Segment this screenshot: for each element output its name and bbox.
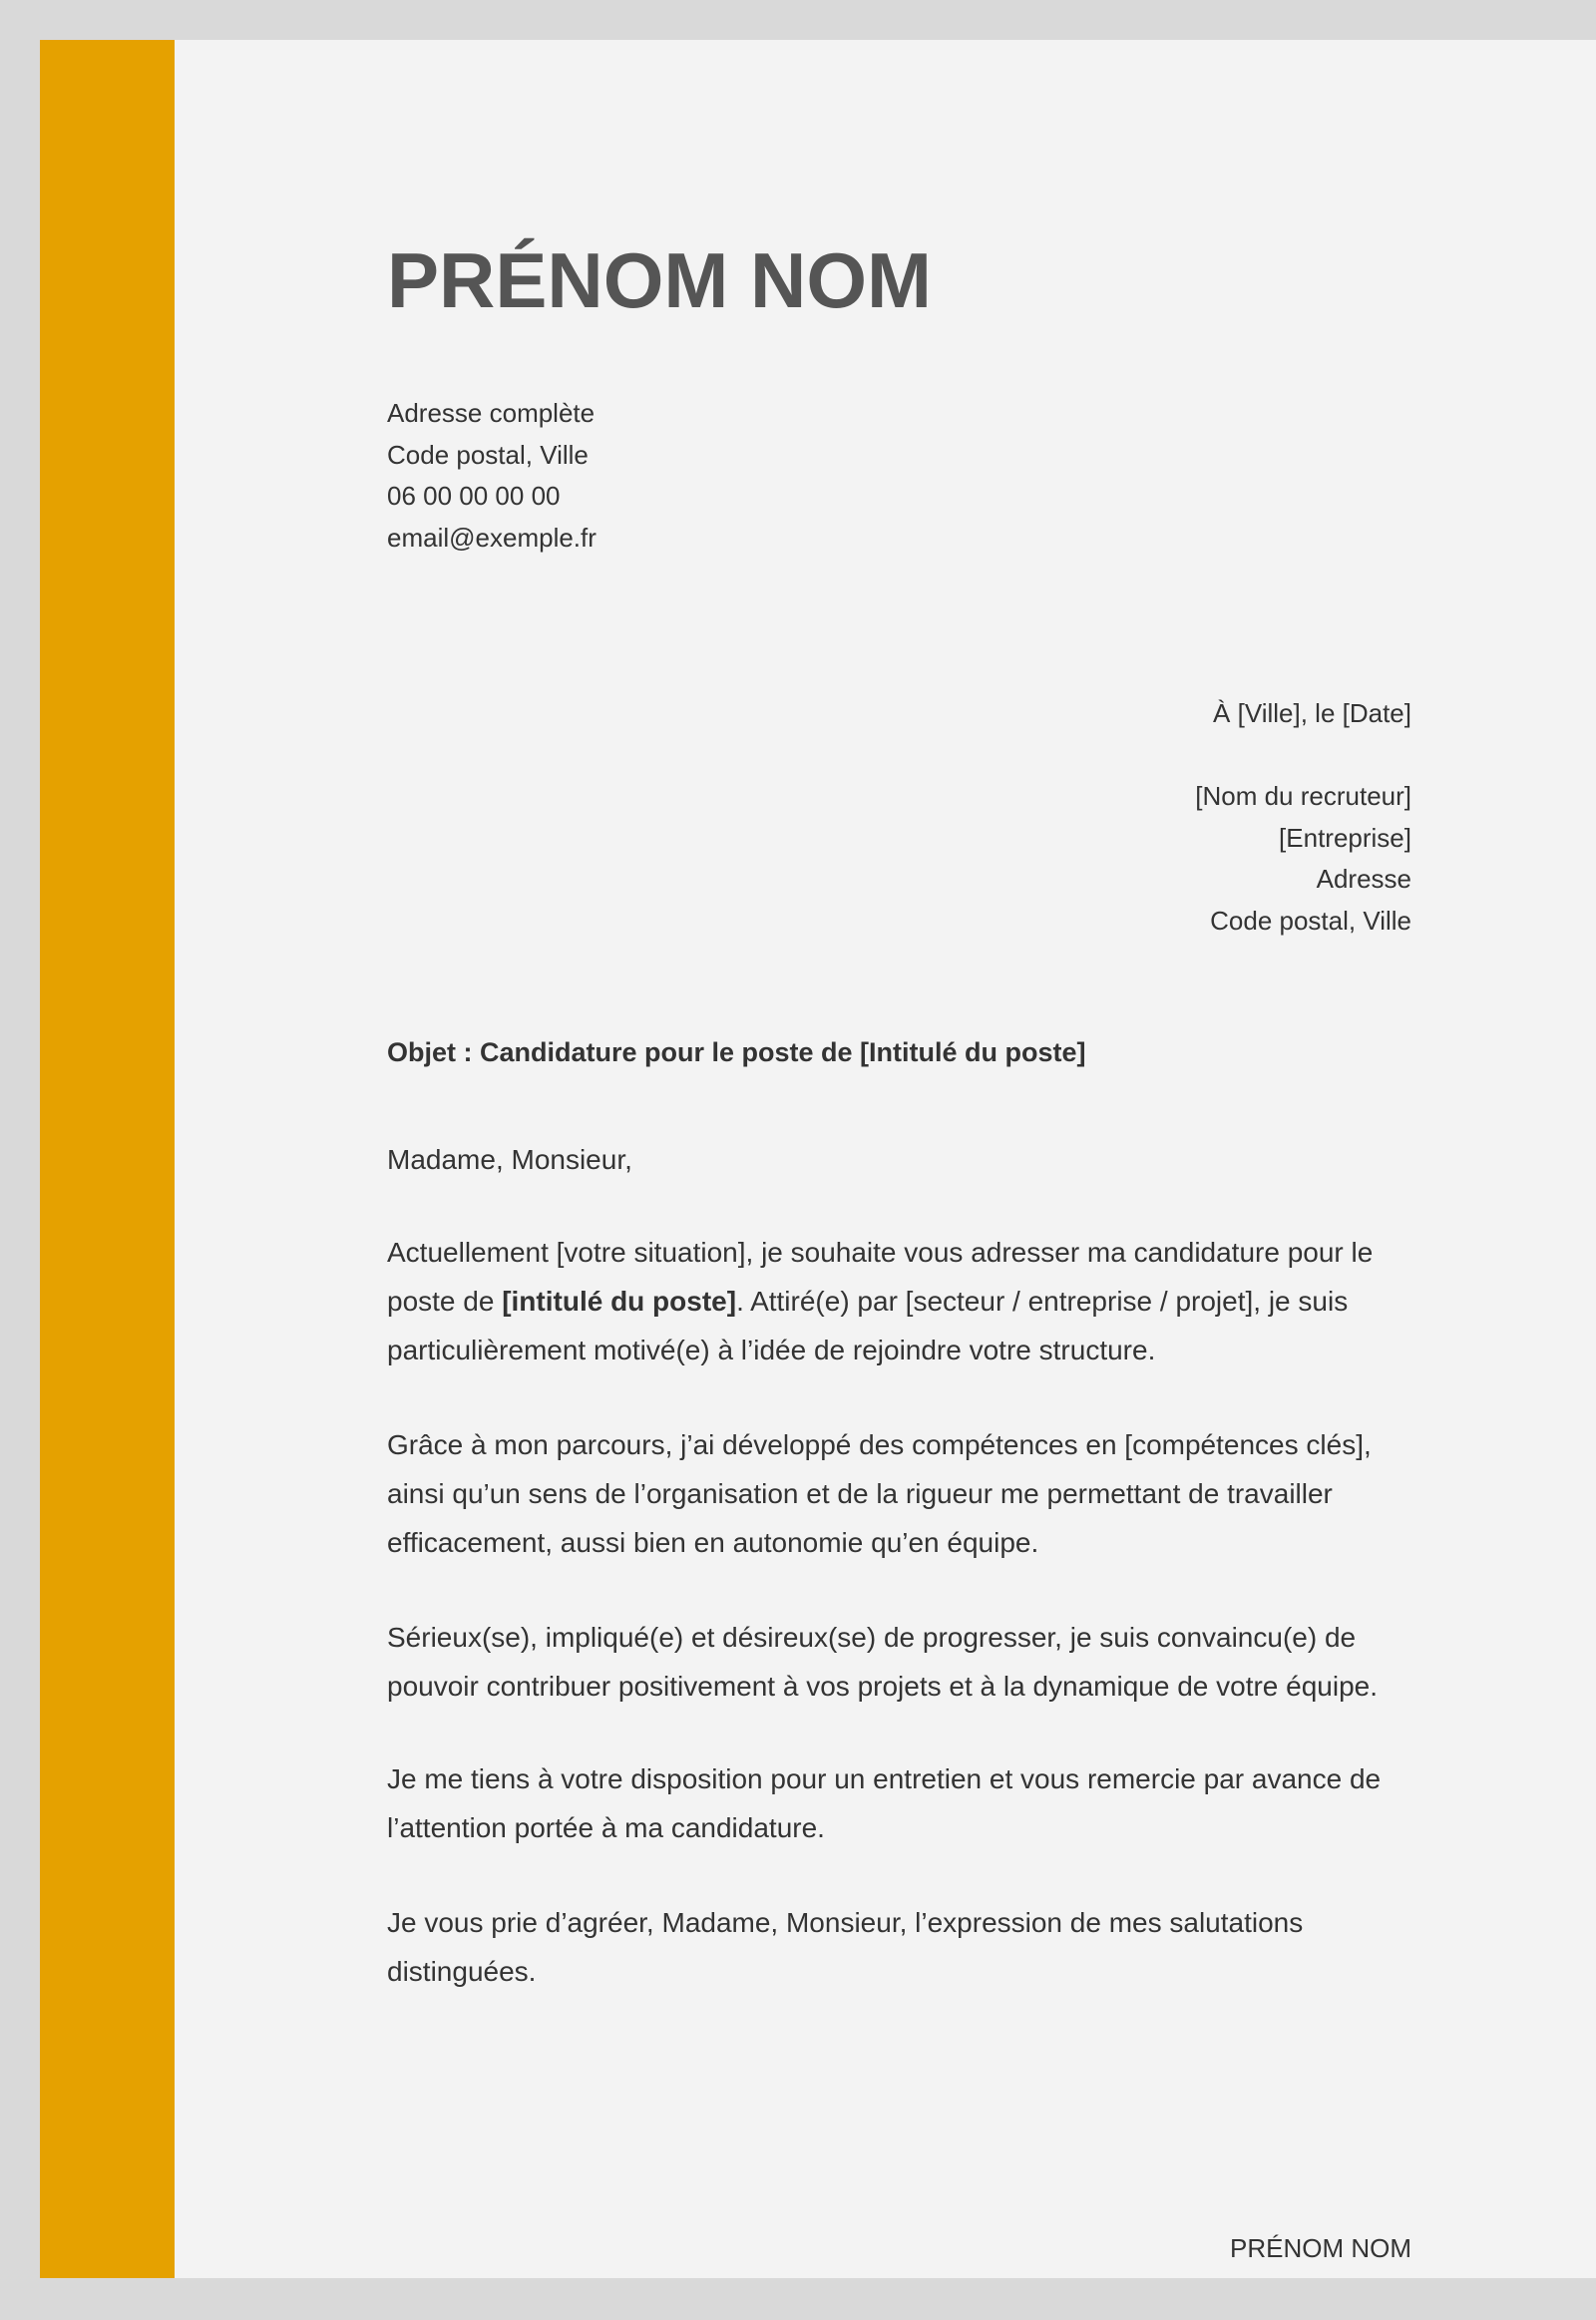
paragraph-line: Sérieux(se), impliqué(e) et désireux(se) de progresser, je suis convaincu(e) de [387,1622,1357,1653]
paragraph-line: efficacement, aussi bien en autonomie qu’en équipe. [387,1527,1039,1558]
paragraph-line: l’attention portée à ma candidature. [387,1812,825,1843]
letter-object: Objet : Candidature pour le poste de [Intitulé du poste] [387,1037,1086,1067]
paragraph-text: poste de [387,1286,503,1317]
sender-email: email@exemple.fr [387,522,597,553]
paragraph-line: distinguées. [387,1956,537,1987]
paragraph-line: pouvoir contribuer positivement à vos projets et à la dynamique de votre équipe. [387,1671,1379,1702]
sender-name-title: PRÉNOM NOM [387,236,932,324]
paragraph-line: Je vous prie d’agréer, Madame, Monsieur, l’expression de mes salutations [387,1907,1304,1938]
sender-contact-block [387,393,597,559]
salutation: Madame, Monsieur, [387,1144,632,1175]
body-paragraph-4 [387,1754,1381,1852]
body-paragraph-1 [387,1228,1373,1374]
body-paragraph-3 [387,1613,1378,1711]
paragraph-line [387,1277,1373,1326]
place-date-line: À [Ville], le [Date] [1213,698,1411,728]
signature-name: PRÉNOM NOM [1230,2233,1411,2263]
sender-postal-city: Code postal, Ville [387,439,589,470]
paragraph-text: . Attiré(e) par [secteur / entreprise / projet], je suis [736,1286,1349,1317]
accent-sidebar-bar [40,40,175,2278]
sender-address: Adresse complète [387,398,596,428]
paragraph-line: particulièrement motivé(e) à l’idée de rejoindre votre structure. [387,1335,1156,1365]
paragraph-line: ainsi qu’un sens de l’organisation et de la rigueur me permettant de travailler [387,1478,1333,1509]
recipient-address: Adresse [1316,864,1411,894]
recipient-postal-city: Code postal, Ville [1210,905,1411,936]
recipient-block [1195,776,1411,942]
body-paragraph-2 [387,1420,1372,1567]
recipient-name: [Nom du recruteur] [1195,781,1411,811]
recipient-company: [Entreprise] [1279,822,1411,853]
sender-phone: 06 00 00 00 00 [387,481,561,511]
paragraph-line: Grâce à mon parcours, j’ai développé des compétences en [compétences clés], [387,1429,1372,1460]
closing-paragraph [387,1898,1303,1996]
job-title-emphasis: [intitulé du poste] [502,1286,737,1317]
paragraph-line: Actuellement [votre situation], je souhaite vous adresser ma candidature pour le [387,1237,1374,1268]
paragraph-line: Je me tiens à votre disposition pour un entretien et vous remercie par avance de [387,1763,1382,1794]
